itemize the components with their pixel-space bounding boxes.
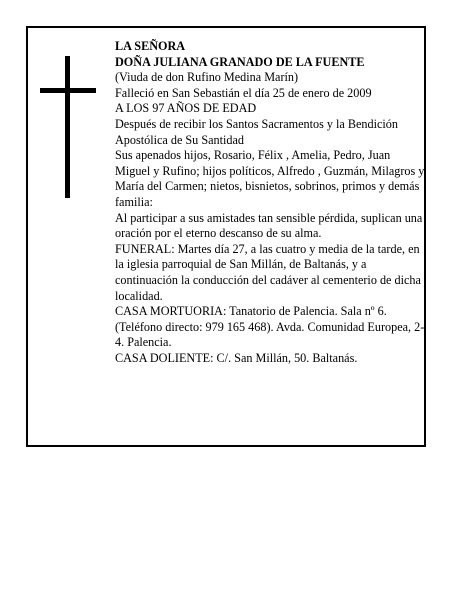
widow-of: (Viuda de don Rufino Medina Marín) [115, 70, 299, 85]
deceased-name: DOÑA JULIANA GRANADO DE LA FUENTE [115, 54, 365, 69]
mourning-house-paragraph: CASA DOLIENTE: C/. San Millán, 50. Baltanás. [115, 350, 358, 365]
sacraments-paragraph: Después de recibir los Santos Sacramentos y la Bendición Apostólica de Su Santidad [115, 116, 398, 147]
prayer-request-paragraph: Al participar a sus amistades tan sensible pérdida, suplican una oración por el eterno descanso de su alma. [115, 210, 423, 241]
cross-vertical-bar [65, 56, 70, 198]
age-statement: A LOS 97 AÑOS DE EDAD [115, 101, 257, 116]
death-statement: Falleció en San Sebastián el día 25 de enero de 2009 [115, 85, 372, 100]
cross-horizontal-bar [40, 88, 96, 93]
family-paragraph: Sus apenados hijos, Rosario, Félix , Amelia, Pedro, Juan Miguel y Rufino; hijos políticos, Alfredo , Guzmán, Milagros y María del Carmen; nietos, bisnietos, sobrinos, primos y demás familia: [115, 148, 425, 209]
mortuary-paragraph: CASA MORTUORIA: Tanatorio de Palencia. Sala nº 6. (Teléfono directo: 979 165 468). Avda. Comunidad Europea, 2-4. Palencia. [115, 304, 425, 350]
obituary-notice [26, 26, 426, 447]
notice-title: LA SEÑORA [115, 39, 186, 53]
notice-text [115, 39, 425, 366]
funeral-paragraph: FUNERAL: Martes día 27, a las cuatro y media de la tarde, en la iglesia parroquial de San Millán, de Baltanás, y a continuación la conducción del cadáver al cementerio de dicha localidad. [115, 241, 421, 303]
cross-icon [40, 56, 96, 198]
